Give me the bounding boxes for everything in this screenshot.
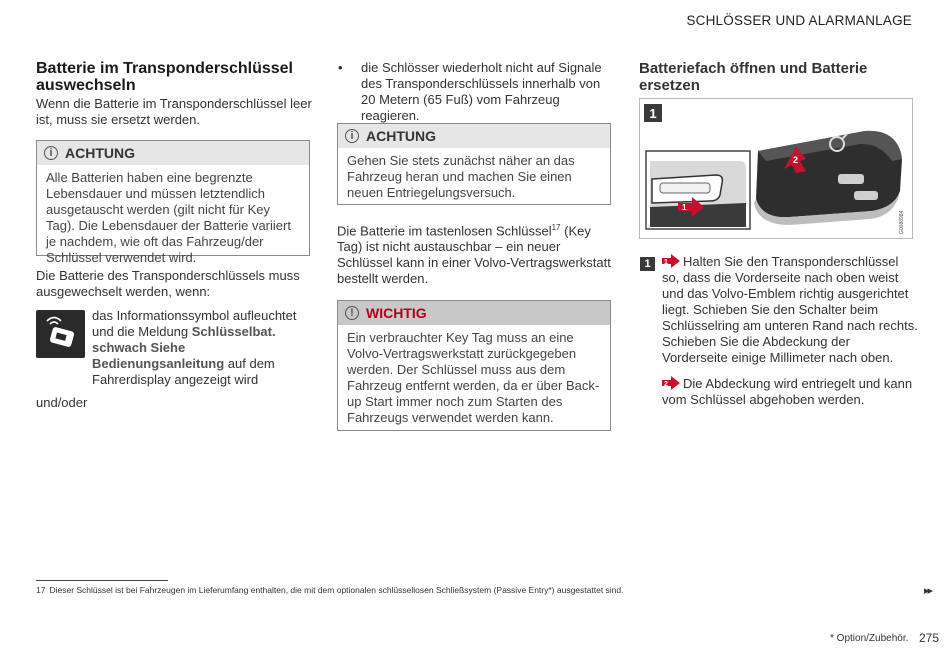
- red-arrow-1-icon: [662, 254, 680, 268]
- important-box: [337, 300, 611, 431]
- replace-when-text: Die Batterie des Transponderschlüssels muss ausgewechselt werden, wenn:: [36, 268, 300, 299]
- keyless-post: (Key Tag) ist nicht austauschbar – ein neuer Schlüssel kann in einer Volvo-Vertragswerkstatt bestellt werden.: [337, 223, 611, 287]
- important-text: Ein verbrauchter Key Tag muss an eine Volvo-Vertragswerkstatt zurückgegeben werden. Der Schlüssel muss aus dem Fahrzeug entfernt werden, da er über Back-up Start immer noch zum Starten des Fahrzeugs verwendet werden kann.: [347, 330, 600, 425]
- info-text-pre: das Informationssymbol aufleuchtet und die Meldung: [92, 308, 297, 339]
- exclamation-circle-icon: !: [345, 306, 359, 320]
- page-number: 275: [919, 631, 940, 645]
- caution-box-2: [337, 123, 611, 205]
- message-bold: Schlüsselbat. schwach Siehe Bedienungsanleitung: [92, 324, 276, 371]
- info-circle-icon: i: [44, 146, 58, 160]
- step-number-badge: 1: [640, 257, 655, 271]
- caution-header-2: [338, 124, 610, 148]
- step-1-text: [662, 254, 918, 366]
- key-fob-figure: [639, 98, 913, 239]
- footnote-text: Dieser Schlüssel ist bei Fahrzeugen im Lieferumfang enthalten, die mit dem optionalen schlüssellosen Schließsystem (Passive Entry*) ausgestattet sind.: [49, 585, 624, 595]
- next-page-arrow-icon[interactable]: ▸▸: [924, 585, 932, 597]
- bullet-dot: •: [338, 60, 343, 75]
- important-title: WICHTIG: [366, 305, 427, 321]
- key-fob-illustration: [640, 99, 912, 238]
- caution-title-2: ACHTUNG: [366, 128, 436, 144]
- caution-text-2: Gehen Sie stets zunächst näher an das Fahrzeug heran und machen Sie einen neuen Entriegelungsversuch.: [347, 153, 575, 200]
- caution-header: [37, 141, 309, 165]
- info-circle-icon: i: [345, 129, 359, 143]
- key-battery-symbol-icon: [36, 310, 85, 358]
- step-2-text: [662, 376, 918, 408]
- footnote-number: 17: [36, 585, 46, 595]
- important-header: [338, 301, 610, 325]
- caution-text: Alle Batterien haben eine begrenzte Lebensdauer und müssen letztendlich ausgetauscht werden (gilt nicht für Key Tag). Die Lebensdauer der Batterie variiert je nachdem, wie oft das Fahrzeug/der Schlüssel verwendet wird.: [46, 170, 291, 265]
- red-arrow-2-icon: [662, 376, 680, 390]
- svg-text:2: 2: [793, 155, 799, 165]
- bullet-text: die Schlösser wiederholt nicht auf Signale des Transponderschlüssels innerhalb von 20 Metern (65 Fuß) vom Fahrzeug reagieren.: [361, 60, 602, 123]
- footnote-ref: 17: [551, 223, 561, 232]
- and-or-text: und/oder: [36, 395, 88, 410]
- info-symbol-text: [92, 308, 297, 388]
- figure-step-badge: 1: [644, 104, 662, 122]
- caution-box-1: [36, 140, 310, 265]
- keyless-pre: Die Batterie im tastenlosen Schlüssel: [337, 223, 552, 239]
- image-code: G0088984: [899, 210, 905, 234]
- section-title-replace: Batteriefach öffnen und Batterie ersetzen: [639, 60, 868, 94]
- keyless-text: [337, 220, 612, 287]
- svg-text:1: 1: [664, 259, 668, 266]
- svg-text:2: 2: [664, 381, 668, 388]
- footnote-divider: [36, 580, 168, 581]
- step-2-body: Die Abdeckung wird entriegelt und kann vom Schlüssel abgehoben werden.: [662, 376, 913, 407]
- info-text-post: auf dem Fahrerdisplay angezeigt wird: [92, 356, 275, 387]
- footnote: [36, 585, 896, 595]
- intro-text: Wenn die Batterie im Transponderschlüssel leer ist, muss sie ersetzt werden.: [36, 96, 312, 127]
- caution-title: ACHTUNG: [65, 145, 135, 161]
- option-note: * Option/Zubehör.: [830, 633, 909, 644]
- section-title-battery: Batterie im Transponderschlüssel auswechseln: [36, 60, 293, 94]
- step-1-body: Halten Sie den Transponderschlüssel so, dass die Vorderseite nach oben weist und das Volvo-Emblem richtig ausgerichtet liegt. Schieben Sie den Schalter beim Schlüsselring am unteren Rand nach rechts. Schieben Sie die Abdeckung der Vorderseite einige Millimeter nach oben.: [662, 254, 918, 365]
- section-header: SCHLÖSSER UND ALARMANLAGE: [686, 13, 912, 28]
- svg-text:1: 1: [682, 203, 687, 212]
